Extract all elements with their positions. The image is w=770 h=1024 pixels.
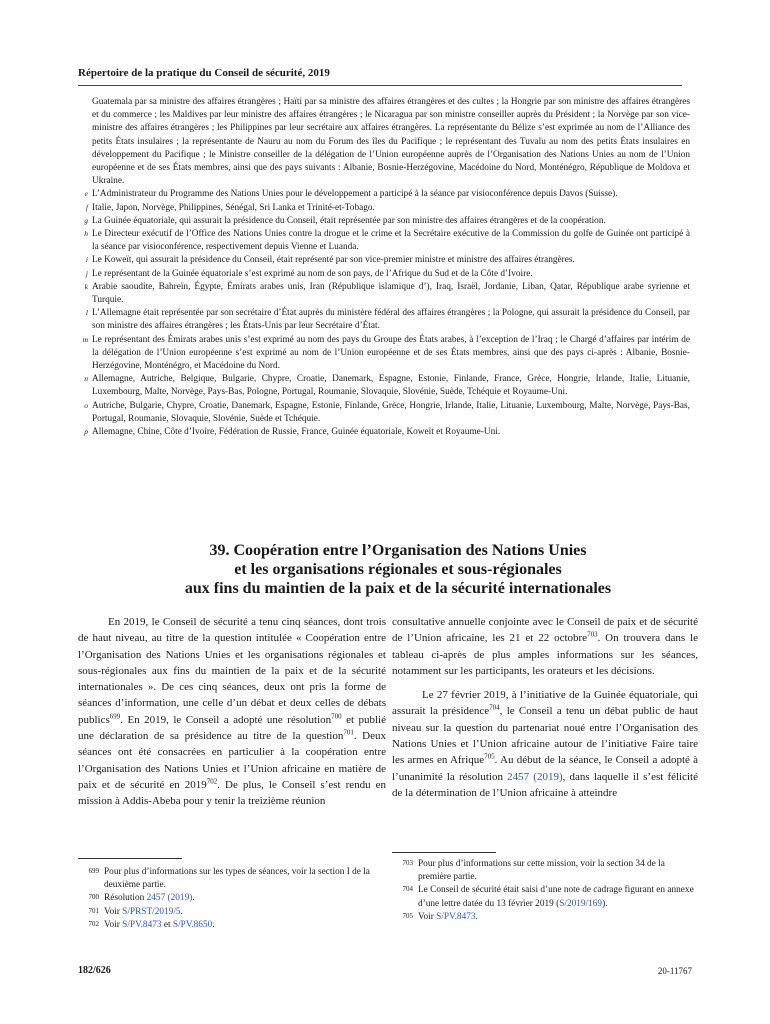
- note-text: Autriche, Bulgarie, Chypre, Croatie, Danemark, Espagne, Estonie, Finlande, Grèce, Hongrie, Irlande, Italie, Lituanie, Luxembourg, Malte, Norvège, Pays-Bas, Portugal, Roumanie, Slovaquie, Slovénie, Suède et Tchéquie.: [92, 400, 690, 424]
- note-item: [78, 373, 690, 399]
- footnote-number: 700: [88, 893, 99, 902]
- footnote-text: Voir S/PRST/2019/5.: [104, 906, 183, 917]
- section-title-line: aux fins du maintien de la paix et de la sécurité internationales: [184, 580, 612, 597]
- note-item: [78, 400, 690, 426]
- footnote-text: Le Conseil de sécurité était saisi d’une note de cadrage figurant en annexe d’une lettre datée du 13 février 2019 (S/2019/169).: [418, 885, 694, 909]
- note-item: [78, 202, 690, 215]
- footnote-text: Pour plus d’informations sur cette mission, voir la section 34 de la première partie.: [418, 859, 665, 883]
- note-item: [78, 426, 690, 439]
- footnote: [78, 919, 378, 932]
- note-text: L’Allemagne était représentée par son secrétaire d’État auprès du ministère fédéral des affaires étrangères ; la Pologne, qui assurait la présidence du Conseil, par son ministre des affaires étrangères ; les États-Unis par leur Secrétaire d’État.: [92, 308, 690, 332]
- section-title-line: et les organisations régionales et sous-régionales: [234, 561, 562, 578]
- section-title-line: 39. Coopération entre l’Organisation des Nations Unies: [209, 542, 587, 559]
- note-text: L’Administrateur du Programme des Nations Unies pour le développement a participé à la séance par visioconférence depuis Davos (Suisse).: [92, 189, 618, 200]
- note-item: [78, 334, 690, 374]
- note-text: Allemagne, Chine, Côte d’Ivoire, Fédération de Russie, France, Guinée équatoriale, Koweït et Royaume-Uni.: [92, 427, 501, 438]
- note-item: [78, 215, 690, 228]
- footnote-text: Pour plus d’informations sur les types de séances, voir la section I de la deuxième partie.: [104, 867, 370, 891]
- note-text: Le Koweït, qui assurait la présidence du Conseil, était représenté par son vice-premier ministre et ministre des affaires étrangères.: [92, 255, 575, 266]
- footnote: [78, 892, 378, 905]
- footnote: [392, 858, 697, 884]
- note-item: [78, 307, 690, 333]
- resolution-link[interactable]: 2457 (2019): [507, 770, 563, 783]
- footnote-ref[interactable]: 702: [206, 777, 218, 786]
- note-item: [78, 188, 690, 201]
- running-header: Répertoire de la pratique du Conseil de sécurité, 2019: [78, 67, 330, 79]
- footnote-ref[interactable]: 705: [484, 752, 495, 761]
- footnote: [78, 866, 378, 892]
- note-text: Guatemala par sa ministre des affaires étrangères ; Haïti par sa ministre des affaires étrangères et des cultes ; la Hongrie par son ministre des affaires étrangères et du commerce ; les Maldives par leur ministre des affaires étrangères ; le Nicaragua par son ministre conseiller auprès du Président ; la Norvège par son vice-ministre des affaires étrangères ; les Philippines par leur secrétaire aux affaires étrangères. La représentante du Bélize s’est exprimée au nom de l’Alliance des petits États insulaires ; la représentante de Nauru au nom du Forum des îles du Pacifique ; le représentant des Tuvalu au nom des petits États insulaires en développement du Pacifique ; le Ministre conseiller de la délégation de l’Union européenne auprès de l’Organisation des Nations Unies au nom de l’Union européenne et de ses États membres, ainsi que des pays suivants : Albanie, Bosnie-Herzégovine, Macédoine du Nord, Monténégro, République de Moldova et Ukraine.: [92, 97, 690, 187]
- footnote-ref[interactable]: 703: [587, 630, 598, 639]
- footnote-ref[interactable]: 704: [489, 703, 500, 712]
- footnote: [392, 911, 697, 924]
- footnote-number: 703: [402, 859, 413, 867]
- footnotes-left: [78, 866, 378, 932]
- footnote-number: 699: [88, 867, 99, 875]
- footnote-number: 704: [402, 885, 413, 894]
- footnote: [392, 884, 697, 910]
- document-link[interactable]: S/PV.8473: [436, 911, 476, 922]
- note-item: [78, 96, 690, 188]
- footnote-text: Voir S/PV.8473.: [418, 911, 478, 922]
- document-id: 20-11767: [657, 966, 692, 976]
- table-notes: [78, 96, 690, 439]
- footnote-ref[interactable]: 699: [109, 712, 121, 721]
- footnote-number: 701: [88, 906, 99, 915]
- note-text: Arabie saoudite, Bahreïn, Égypte, Émirats arabes unis, Iran (République islamique d’), Iraq, Israël, Jordanie, Liban, Qatar, République arabe syrienne et Turquie.: [92, 281, 690, 306]
- header-rule: [78, 85, 682, 86]
- note-text: La Guinée équatoriale, qui assurait la présidence du Conseil, était représentée par son ministre des affaires étrangères et de la coopération.: [92, 215, 606, 226]
- note-label: f: [85, 202, 88, 212]
- note-label: m: [82, 334, 88, 344]
- note-label: k: [84, 281, 88, 291]
- page-number: 182/626: [78, 965, 111, 976]
- body-paragraph: Le 27 février 2019, à l’initiative de la Guinée équatoriale, qui assurait la présidence$^{704}$, le Conseil a tenu un débat public de haut niveau sur la question du partenariat noué entre l’Organisation des Nations Unies et l’Union africaine autour de l’initiative Faire taire les armes en Afrique$^{705}$. Au début de la séance, le Conseil a adopté à l’unanimité la résolution 2457 (2019), dans laquelle il s’est félicité de la détermination de l’Union africaine à atteindre: [392, 689, 699, 799]
- footnote-separator: [392, 852, 496, 853]
- note-label: [78, 96, 92, 188]
- footnote: [78, 906, 378, 919]
- footnotes-right: [392, 858, 697, 924]
- note-label: n: [84, 374, 88, 384]
- note-text: Le représentant de la Guinée équatoriale s’est exprimé au nom de son pays, de l’Afrique du Sud et de la Côte d’Ivoire.: [92, 268, 533, 279]
- note-item: [78, 268, 690, 281]
- footnote-separator: [78, 858, 182, 859]
- note-label: h: [84, 229, 88, 239]
- body-column-left: [78, 614, 386, 810]
- note-label: e: [84, 189, 88, 199]
- note-label: l: [85, 308, 88, 318]
- section-title: [118, 541, 678, 598]
- resolution-link[interactable]: 2457 (2019): [146, 893, 193, 904]
- body-paragraph: En 2019, le Conseil de sécurité a tenu cinq séances, dont trois de haut niveau, au titre de la question intitulée « Coopération entre l’Organisation des Nations Unies et les organisations régionales et sous-régionales aux fins du maintien de la paix et de la sécurité internationales ». De ces cinq séances, deux ont pris la forme de séances d’information, une celle d’un débat et deux celles de débats publics$^{699}$. En 2019, le Conseil a adopté une résolution$^{700}$ et publié une déclaration de sa présidence au titre de la question$^{701}$. Deux séances ont été consacrées en particulier à la coopération entre l’Organisation des Nations Unies et l’Union africaine en matière de paix et de sécurité en 2019$^{702}$. De plus, le Conseil s’est rendu en mission à Addis-Abeba pour y tenir la treizième réunion: [78, 616, 386, 808]
- document-link[interactable]: S/PV.8650: [172, 919, 213, 930]
- document-link[interactable]: S/PV.8473: [122, 919, 162, 930]
- note-text: Allemagne, Autriche, Belgique, Bulgarie, Chypre, Croatie, Danemark, Espagne, Estonie, Finlande, France, Grèce, Hongrie, Irlande, Italie, Lituanie, Luxembourg, Malte, Norvège, Pays-Bas, Pologne, Portugal, Roumanie, Slovaquie, Slovénie, Suède, Tchéquie et Royaume-Uni.: [92, 374, 690, 398]
- body-paragraph: consultative annuelle conjointe avec le Conseil de paix et de sécurité de l’Union africaine, les 21 et 22 octobre$^{703}$. On trouvera dans le tableau ci-après de plus amples informations sur les séances, notamment sur les participants, les orateurs et les décisions.: [392, 616, 698, 677]
- note-label: o: [84, 400, 88, 410]
- note-item: [78, 281, 690, 307]
- footnote-number: 702: [88, 919, 99, 928]
- body-column-right: [392, 614, 698, 801]
- footnote-text: Voir S/PV.8473 et S/PV.8650.: [104, 919, 215, 930]
- footnote-text: Résolution 2457 (2019).: [104, 893, 195, 904]
- note-item: [78, 254, 690, 267]
- note-label: j: [85, 268, 88, 278]
- document-link[interactable]: S/2019/169: [559, 898, 603, 909]
- note-item: [78, 228, 690, 254]
- footnote-number: 705: [402, 911, 413, 920]
- note-text: Le représentant des Émirats arabes unis s’est exprimé au nom des pays du Groupe des États arabes, à l’exception de l’Iraq ; le Chargé d’affaires par intérim de la délégation de l’Union européenne s’est exprimé au nom de l’Union européenne et de ses États membres, ainsi que des pays ci-après : Albanie, Bosnie-Herzégovine, Monténégro, et Macédoine du Nord.: [92, 334, 690, 372]
- document-link[interactable]: S/PRST/2019/5: [122, 906, 181, 917]
- note-label: g: [84, 215, 88, 225]
- note-text: Le Directeur exécutif de l’Office des Nations Unies contre la drogue et le crime et la Secrétaire exécutive de la Commission du golfe de Guinée ont participé à la séance par visioconférence, respectivement depuis Vienne et Luanda.: [92, 229, 690, 253]
- note-label: p: [84, 427, 88, 437]
- footnote-ref[interactable]: 700: [331, 712, 342, 721]
- note-text: Italie, Japon, Norvège, Philippines, Sénégal, Sri Lanka et Trinité-et-Tobago.: [92, 202, 375, 213]
- note-label: i: [85, 255, 88, 265]
- footnote-ref[interactable]: 701: [343, 728, 354, 737]
